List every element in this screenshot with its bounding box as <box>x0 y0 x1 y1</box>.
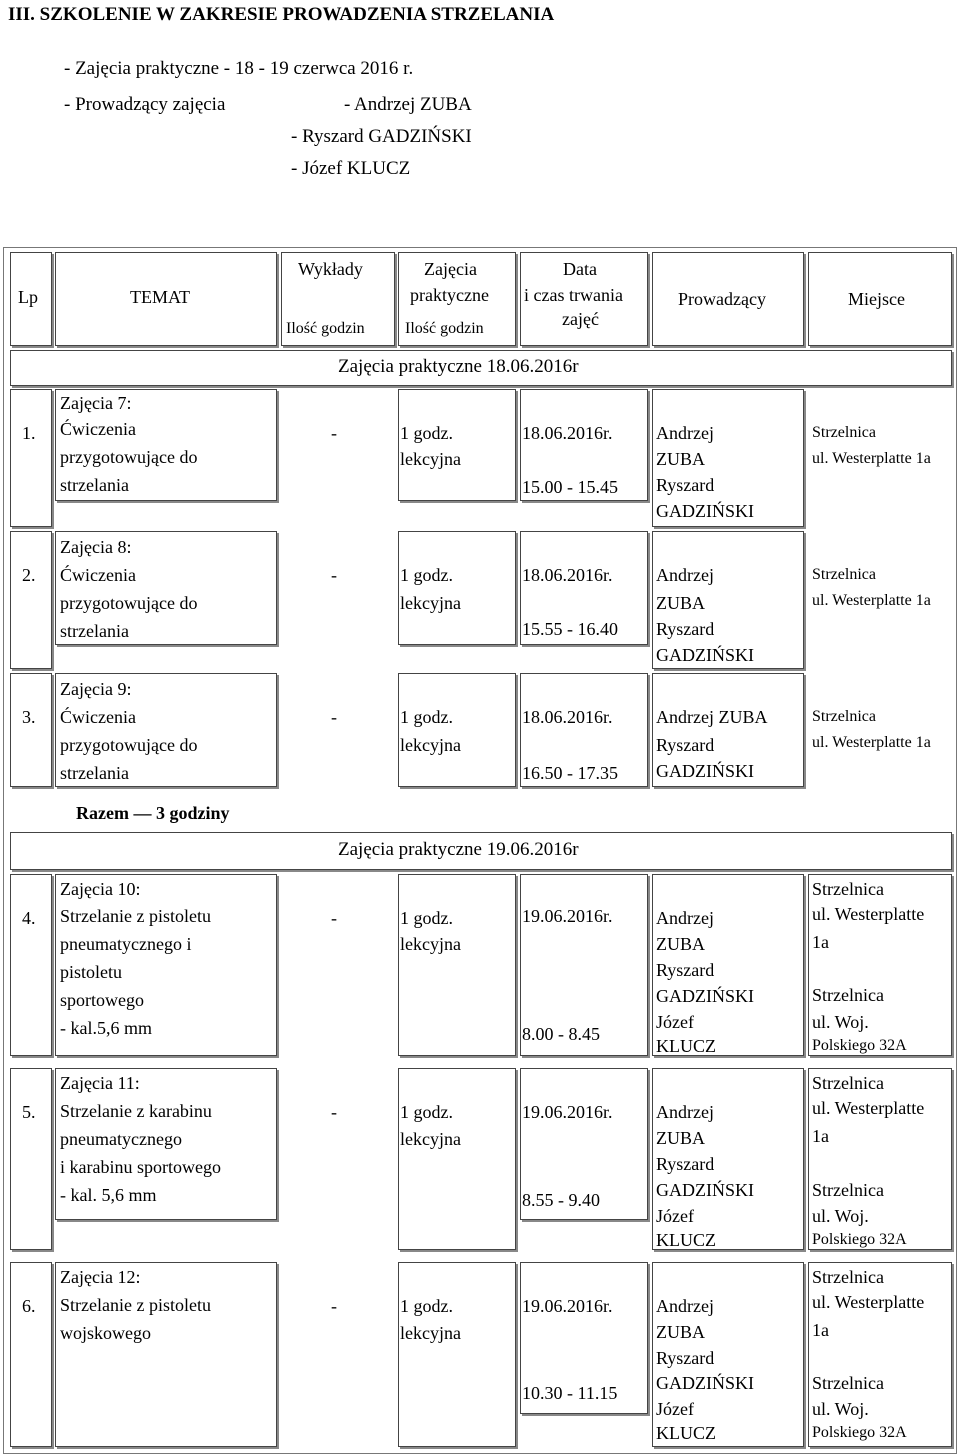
row5-wyklady: - <box>331 1102 337 1122</box>
row2-temat-3: strzelania <box>60 621 129 641</box>
row1-prow-0: Andrzej <box>656 423 714 443</box>
row1-prow-2: Ryszard <box>656 475 715 495</box>
row4-prow-3: GADZIŃSKI <box>656 986 754 1006</box>
intro-line-2-left: - Prowadzący zajęcia <box>64 94 226 115</box>
row5-prow-4: Józef <box>656 1206 694 1226</box>
row4-temat-4: sportowego <box>60 990 144 1010</box>
header-data-3: zajęć <box>562 309 599 329</box>
row5-czas: 8.55 - 9.40 <box>522 1190 600 1210</box>
row2-miejsce-1: ul. Westerplatte 1a <box>812 592 931 609</box>
row3-zajecia-1: lekcyjna <box>400 735 461 755</box>
row2-zajecia-0: 1 godz. <box>400 565 453 585</box>
row4-temat-3: pistoletu <box>60 962 122 982</box>
row4-prow-0: Andrzej <box>656 908 714 928</box>
row3-prow-0: Andrzej ZUBA <box>656 707 768 727</box>
row5-miejsce-0: Strzelnica <box>812 1073 884 1093</box>
row5-prow-3: GADZIŃSKI <box>656 1180 754 1200</box>
row6-miejsce-5: ul. Woj. <box>812 1399 869 1419</box>
row6-prow-1: ZUBA <box>656 1322 705 1342</box>
row4-zajecia-0: 1 godz. <box>400 908 453 928</box>
row2-prow-3: GADZIŃSKI <box>656 645 754 665</box>
intro-line-1: - Zajęcia praktyczne - 18 - 19 czerwca 2016 r. <box>64 58 414 79</box>
row1-miejsce-0: Strzelnica <box>812 424 876 441</box>
row4-temat-5: - kal.5,6 mm <box>60 1018 152 1038</box>
row3-zajecia-box <box>398 673 516 787</box>
row5-lp: 5. <box>22 1102 36 1122</box>
row5-miejsce-6: Polskiego 32A <box>812 1231 907 1248</box>
row1-lp-box <box>10 389 52 527</box>
day2-title: Zajęcia praktyczne 19.06.2016r <box>338 839 579 860</box>
row6-miejsce-0: Strzelnica <box>812 1267 884 1287</box>
row3-data: 18.06.2016r. <box>522 707 613 727</box>
row4-miejsce-5: ul. Woj. <box>812 1012 869 1032</box>
row6-zajecia-box <box>398 1262 516 1447</box>
row6-miejsce-4: Strzelnica <box>812 1373 884 1393</box>
row5-lp-box <box>10 1068 52 1250</box>
row6-temat-0: Zajęcia 12: <box>60 1267 141 1287</box>
row6-prow-4: Józef <box>656 1399 694 1419</box>
day1-title: Zajęcia praktyczne 18.06.2016r <box>338 356 579 377</box>
row5-zajecia-1: lekcyjna <box>400 1129 461 1149</box>
row1-lp: 1. <box>22 423 36 443</box>
row2-prow-2: Ryszard <box>656 619 715 639</box>
row2-lp-box <box>10 531 52 669</box>
row6-miejsce-1: ul. Westerplatte <box>812 1292 925 1312</box>
header-miejsce: Miejsce <box>848 289 905 309</box>
row3-zajecia-0: 1 godz. <box>400 707 453 727</box>
row6-prow-0: Andrzej <box>656 1296 714 1316</box>
row1-temat-2: przygotowujące do <box>60 447 198 467</box>
row4-temat-2: pneumatycznego i <box>60 934 192 954</box>
row6-prow-3: GADZIŃSKI <box>656 1373 754 1393</box>
row6-wyklady: - <box>331 1296 337 1316</box>
row1-prow-1: ZUBA <box>656 449 705 469</box>
row5-miejsce-1: ul. Westerplatte <box>812 1098 925 1118</box>
row1-wyklady: - <box>331 423 337 443</box>
header-prowadzacy: Prowadzący <box>678 289 766 309</box>
row3-temat-1: Ćwiczenia <box>60 707 136 727</box>
row4-temat-1: Strzelanie z pistoletu <box>60 906 211 926</box>
row3-temat-2: przygotowujące do <box>60 735 198 755</box>
row6-miejsce-6: Polskiego 32A <box>812 1424 907 1441</box>
header-wyklady: Wykłady <box>298 259 363 279</box>
row1-zajecia-0: 1 godz. <box>400 423 453 443</box>
row3-miejsce-1: ul. Westerplatte 1a <box>812 734 931 751</box>
page-title: III. SZKOLENIE W ZAKRESIE PROWADZENIA STRZELANIA <box>8 4 555 25</box>
row3-temat-0: Zajęcia 9: <box>60 679 132 699</box>
header-temat: TEMAT <box>130 287 190 307</box>
row4-miejsce-1: ul. Westerplatte <box>812 904 925 924</box>
row1-czas: 15.00 - 15.45 <box>522 477 618 497</box>
row2-wyklady: - <box>331 565 337 585</box>
row4-prow-2: Ryszard <box>656 960 715 980</box>
razem-summary: Razem — 3 godziny <box>76 803 230 823</box>
row6-czas: 10.30 - 11.15 <box>522 1383 618 1403</box>
row1-prow-3: GADZIŃSKI <box>656 501 754 521</box>
row5-temat-4: - kal. 5,6 mm <box>60 1185 157 1205</box>
row6-lp-box <box>10 1262 52 1447</box>
row6-zajecia-1: lekcyjna <box>400 1323 461 1343</box>
row4-zajecia-box <box>398 874 516 1056</box>
row2-data: 18.06.2016r. <box>522 565 613 585</box>
row4-czas: 8.00 - 8.45 <box>522 1024 600 1044</box>
row6-zajecia-0: 1 godz. <box>400 1296 453 1316</box>
row2-temat-2: przygotowujące do <box>60 593 198 613</box>
row6-lp: 6. <box>22 1296 36 1316</box>
row5-miejsce-5: ul. Woj. <box>812 1206 869 1226</box>
row6-data: 19.06.2016r. <box>522 1296 613 1316</box>
row3-czas: 16.50 - 17.35 <box>522 763 618 783</box>
row5-temat-1: Strzelanie z karabinu <box>60 1101 212 1121</box>
row6-prow-5: KLUCZ <box>656 1423 716 1443</box>
row5-temat-2: pneumatycznego <box>60 1129 182 1149</box>
row4-data: 19.06.2016r. <box>522 906 613 926</box>
row4-miejsce-2: 1a <box>812 932 829 952</box>
row4-lp-box <box>10 874 52 1056</box>
header-wyklady-sub: Ilość godzin <box>286 320 365 337</box>
row3-prow-1: Ryszard <box>656 735 715 755</box>
row4-prow-4: Józef <box>656 1012 694 1032</box>
row5-miejsce-2: 1a <box>812 1126 829 1146</box>
row6-miejsce-2: 1a <box>812 1320 829 1340</box>
row5-zajecia-0: 1 godz. <box>400 1102 453 1122</box>
row3-lp-box <box>10 673 52 787</box>
row5-prow-2: Ryszard <box>656 1154 715 1174</box>
row2-prow-0: Andrzej <box>656 565 714 585</box>
row4-zajecia-1: lekcyjna <box>400 934 461 954</box>
row3-miejsce-0: Strzelnica <box>812 708 876 725</box>
row2-miejsce-0: Strzelnica <box>812 566 876 583</box>
row1-data: 18.06.2016r. <box>522 423 613 443</box>
row6-temat-2: wojskowego <box>60 1323 151 1343</box>
row1-zajecia-1: lekcyjna <box>400 449 461 469</box>
row6-temat-1: Strzelanie z pistoletu <box>60 1295 211 1315</box>
row4-prow-5: KLUCZ <box>656 1036 716 1056</box>
row4-lp: 4. <box>22 908 36 928</box>
row5-miejsce-4: Strzelnica <box>812 1180 884 1200</box>
intro-line-3: - Ryszard GADZIŃSKI <box>291 126 472 147</box>
row5-prow-0: Andrzej <box>656 1102 714 1122</box>
row5-prow-1: ZUBA <box>656 1128 705 1148</box>
row4-miejsce-0: Strzelnica <box>812 879 884 899</box>
row4-temat-0: Zajęcia 10: <box>60 879 141 899</box>
row4-miejsce-4: Strzelnica <box>812 985 884 1005</box>
header-zajecia-sub: Ilość godzin <box>405 320 484 337</box>
header-data-1: Data <box>563 259 597 279</box>
row5-prow-5: KLUCZ <box>656 1230 716 1250</box>
row3-lp: 3. <box>22 707 36 727</box>
row3-prow-2: GADZIŃSKI <box>656 761 754 781</box>
row5-zajecia-box <box>398 1068 516 1250</box>
row1-temat-0: Zajęcia 7: <box>60 393 132 413</box>
row4-wyklady: - <box>331 908 337 928</box>
row4-prow-1: ZUBA <box>656 934 705 954</box>
row3-temat-3: strzelania <box>60 763 129 783</box>
header-zajecia-2: praktyczne <box>410 285 489 305</box>
row2-zajecia-box <box>398 531 516 645</box>
row5-temat-3: i karabinu sportowego <box>60 1157 221 1177</box>
header-lp: Lp <box>18 287 38 307</box>
row2-prow-1: ZUBA <box>656 593 705 613</box>
row2-czas: 15.55 - 16.40 <box>522 619 618 639</box>
row6-prow-2: Ryszard <box>656 1348 715 1368</box>
row5-data: 19.06.2016r. <box>522 1102 613 1122</box>
row2-temat-1: Ćwiczenia <box>60 565 136 585</box>
row3-wyklady: - <box>331 707 337 727</box>
row1-temat-3: strzelania <box>60 475 129 495</box>
header-data-2: i czas trwania <box>524 285 623 305</box>
row2-lp: 2. <box>22 565 36 585</box>
header-zajecia-1: Zajęcia <box>424 259 477 279</box>
row4-miejsce-6: Polskiego 32A <box>812 1037 907 1054</box>
row1-temat-1: Ćwiczenia <box>60 419 136 439</box>
row5-temat-0: Zajęcia 11: <box>60 1073 140 1093</box>
row1-miejsce-1: ul. Westerplatte 1a <box>812 450 931 467</box>
row2-temat-0: Zajęcia 8: <box>60 537 132 557</box>
intro-line-2-right: - Andrzej ZUBA <box>344 94 472 115</box>
intro-line-4: - Józef KLUCZ <box>291 158 411 179</box>
row2-zajecia-1: lekcyjna <box>400 593 461 613</box>
